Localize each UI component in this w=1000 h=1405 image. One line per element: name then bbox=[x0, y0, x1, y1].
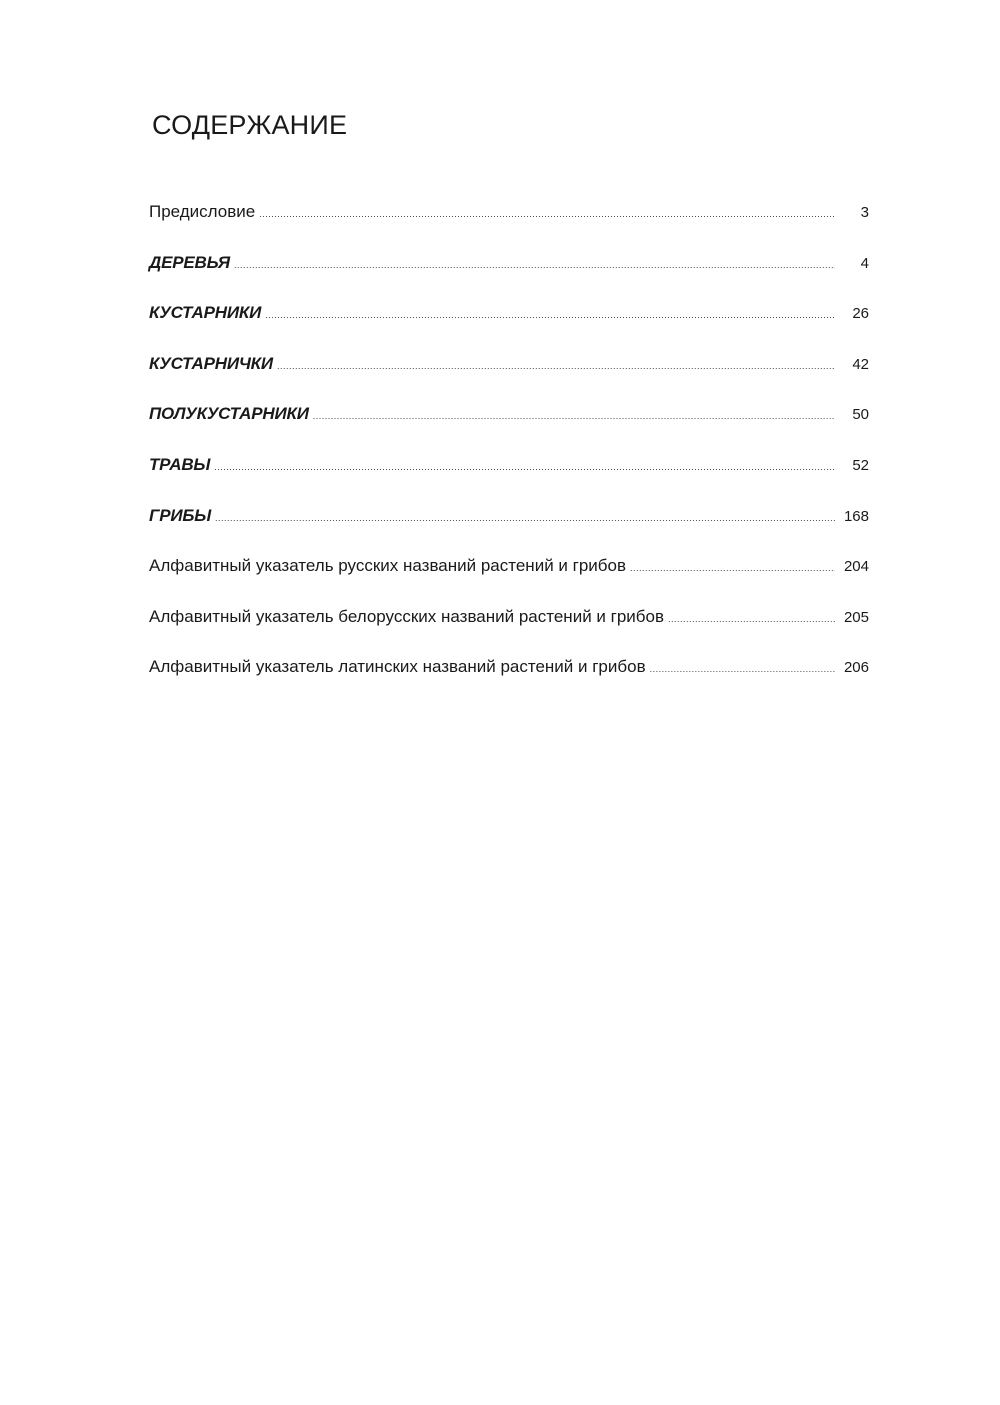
toc-entry-page: 26 bbox=[852, 305, 869, 323]
toc-entry-label: ПОЛУКУСТАРНИКИ bbox=[149, 404, 309, 424]
page-title: СОДЕРЖАНИЕ bbox=[152, 110, 348, 140]
toc-entry-mushrooms[interactable] bbox=[149, 506, 869, 557]
toc-entry-dwarf-shrubs[interactable] bbox=[149, 354, 869, 405]
toc-entry-label: Предисловие bbox=[149, 202, 256, 221]
dot-leader bbox=[313, 411, 835, 421]
table-of-contents bbox=[149, 202, 869, 708]
toc-entry-page: 4 bbox=[860, 254, 869, 272]
toc-entry-preface[interactable] bbox=[149, 202, 869, 253]
toc-entry-label: Алфавитный указатель русских названий растений и грибов bbox=[149, 556, 627, 576]
dot-leader bbox=[265, 310, 835, 320]
toc-entry-index-russian[interactable] bbox=[149, 556, 869, 607]
toc-entry-label: ДЕРЕВЬЯ bbox=[149, 252, 230, 272]
toc-entry-page: 168 bbox=[843, 507, 869, 525]
toc-entry-herbs[interactable] bbox=[149, 455, 869, 506]
toc-entry-label: КУСТАРНИЧКИ bbox=[149, 353, 273, 373]
toc-entry-shrubs[interactable] bbox=[149, 303, 869, 354]
dot-leader bbox=[215, 513, 835, 523]
toc-entry-page: 52 bbox=[852, 456, 869, 474]
toc-entry-page: 204 bbox=[843, 558, 869, 576]
dot-leader bbox=[259, 209, 835, 219]
dot-leader bbox=[277, 361, 835, 371]
toc-entry-label: ГРИБЫ bbox=[149, 505, 212, 525]
dot-leader bbox=[214, 462, 835, 472]
toc-entry-index-belarusian[interactable] bbox=[149, 607, 869, 658]
dot-leader bbox=[650, 664, 835, 674]
toc-entry-page: 42 bbox=[852, 355, 869, 373]
toc-entry-subshrubs[interactable] bbox=[149, 404, 869, 455]
toc-entry-trees[interactable] bbox=[149, 253, 869, 304]
toc-entry-label: Алфавитный указатель латинских названий растений и грибов bbox=[149, 657, 646, 677]
toc-entry-label: ТРАВЫ bbox=[149, 454, 211, 474]
toc-entry-page: 50 bbox=[852, 406, 869, 424]
toc-entry-label: Алфавитный указатель белорусских названий растений и грибов bbox=[149, 606, 665, 626]
toc-entry-label: КУСТАРНИКИ bbox=[149, 303, 262, 323]
dot-leader bbox=[668, 614, 835, 624]
toc-entry-page: 3 bbox=[860, 204, 869, 221]
toc-entry-index-latin[interactable] bbox=[149, 657, 869, 708]
toc-entry-page: 205 bbox=[843, 608, 869, 626]
toc-entry-page: 206 bbox=[843, 659, 869, 677]
dot-leader bbox=[234, 260, 835, 270]
dot-leader bbox=[630, 563, 835, 573]
